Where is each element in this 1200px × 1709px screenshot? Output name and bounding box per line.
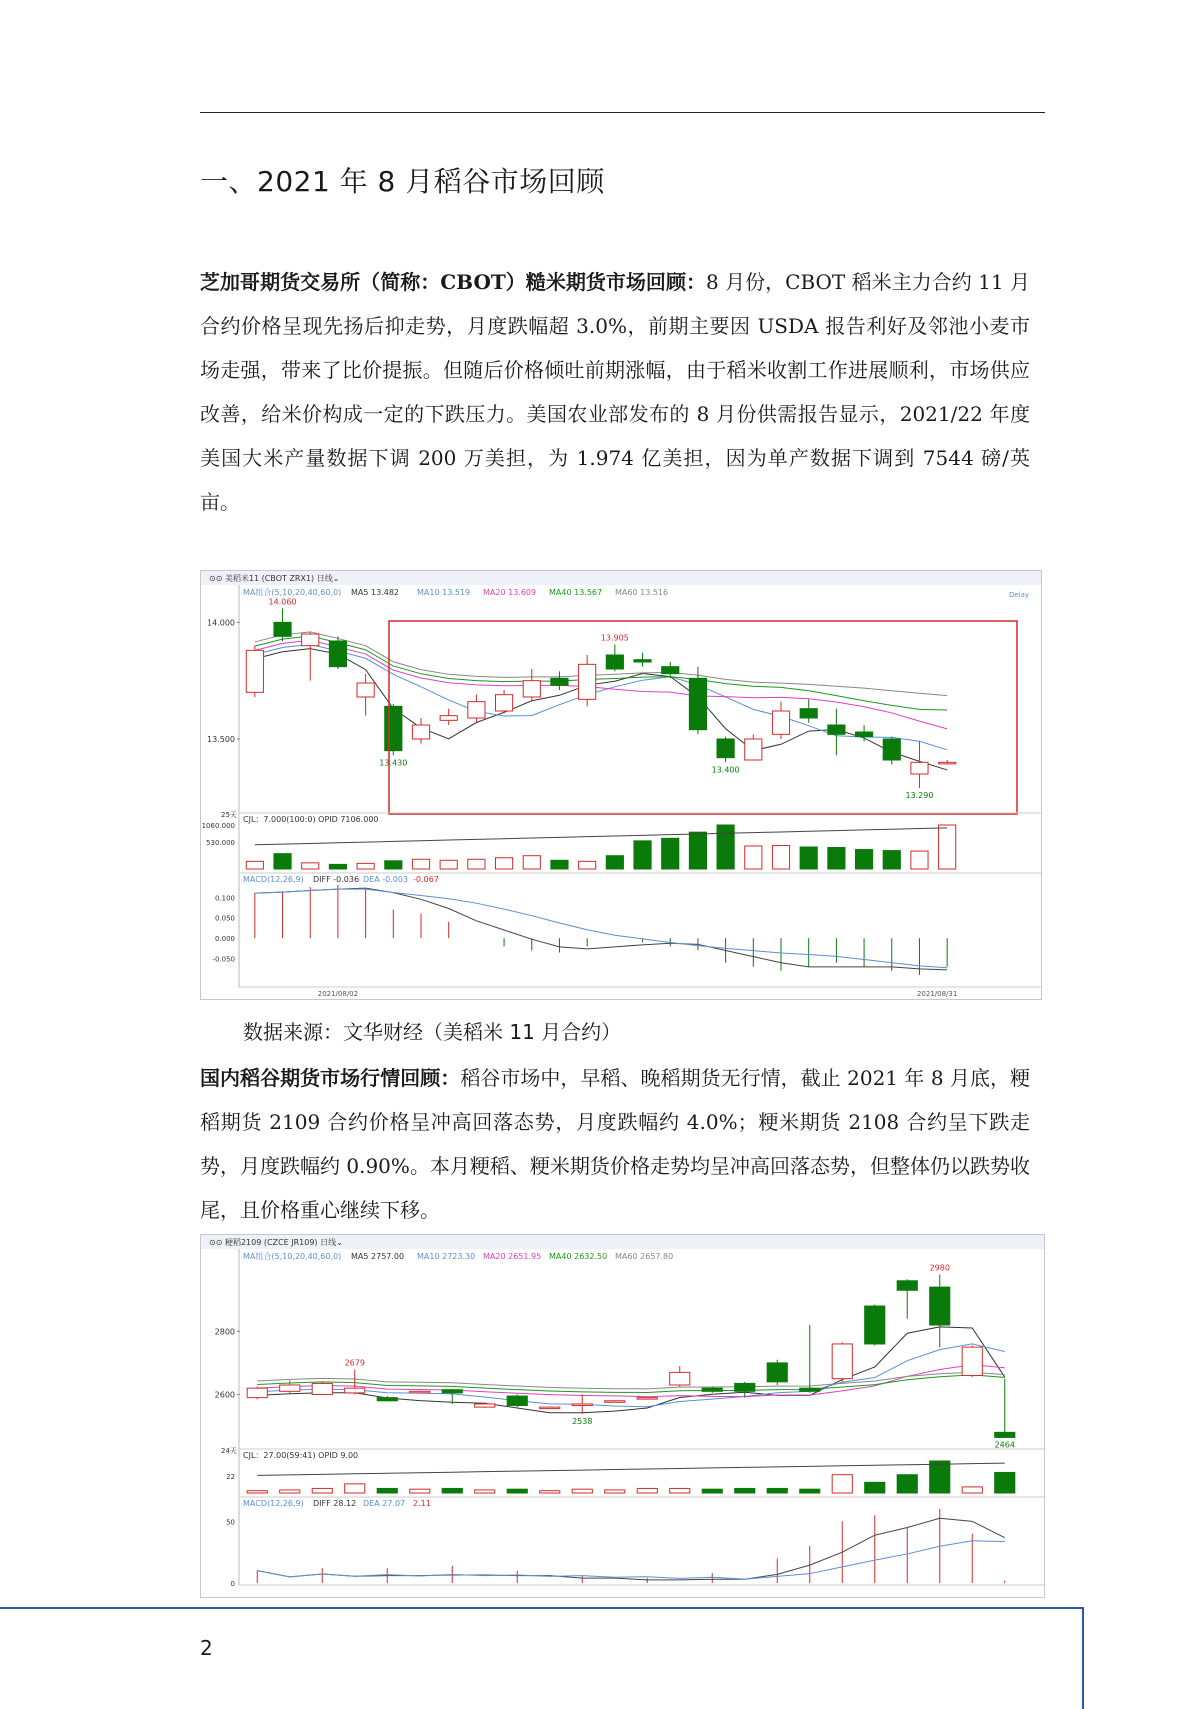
candle-body xyxy=(312,1383,332,1394)
candle-body xyxy=(475,1404,495,1407)
candle-body xyxy=(855,732,872,737)
macd-dea-line xyxy=(257,1541,1005,1579)
macd-legend-item: DIFF -0.036 xyxy=(313,875,360,884)
ma-line xyxy=(255,633,947,710)
candle-body xyxy=(865,1306,885,1344)
price-annotation: 14.060 xyxy=(268,597,297,607)
volume-bar xyxy=(689,832,706,869)
volume-bar xyxy=(551,860,568,869)
ma-legend-item: MA60 13.516 xyxy=(615,588,669,597)
candle-body xyxy=(345,1388,365,1393)
ma-legend-item: MA10 2723.30 xyxy=(417,1252,476,1261)
volume-bar xyxy=(312,1488,332,1493)
domestic-review-lead: 国内稻谷期货市场行情回顾： xyxy=(200,1066,461,1090)
volume-bar xyxy=(883,851,900,869)
data-source-caption: 数据来源：文华财经（美稻米 11 月合约） xyxy=(243,1020,622,1044)
volume-bar xyxy=(495,858,512,869)
volume-tick-label: 1060.000 xyxy=(201,822,235,830)
delay-label: Delay xyxy=(1009,591,1030,599)
domestic-review-body: 稻谷市场中，早稻、晚稻期货无行情，截止 2021 年 8 月底，粳稻期货 2109 合约价格呈冲高回落态势，月度跌幅约 4.0%；粳米期货 2108 合约呈下跌走势，月度跌幅约 0.90%。本月粳稻、粳米期货价格走势均呈冲高回落态势，但整体仍以跌势收尾，且价格重心继续下移。 xyxy=(200,1066,1030,1222)
ma-line xyxy=(255,649,947,770)
candle-body xyxy=(634,660,651,662)
candle-body xyxy=(637,1398,657,1400)
x-tick-label: 2021/08/02 xyxy=(317,990,359,998)
volume-legend: CJL：27.00(59:41) OPID 9.00 xyxy=(243,1451,359,1460)
candle-body xyxy=(468,702,485,718)
candle-body xyxy=(385,706,402,750)
candle-body xyxy=(767,1363,787,1382)
macd-tick-label: 0.100 xyxy=(214,894,235,903)
cbot-review-body: 8 月份，CBOT 稻米主力合约 11 月合约价格呈现先扬后抑走势，月度跌幅超 3.0%，前期主要因 USDA 报告利好及邻池小麦市场走强，带来了比价提振。但随后价格倾吐前期涨幅，由于稻米收割工作进展顺利，市场供应改善，给米价构成一定的下跌压力。美国农业部发布的 8 月份供需报告显示，2021/22 年度美国大米产量数据下调 200 万美担，为 1.974 亿美担，因为单产数据下调到 7544 磅/英亩。 xyxy=(200,270,1030,514)
volume-bar xyxy=(637,1488,657,1493)
candle-body xyxy=(280,1385,300,1391)
volume-bar xyxy=(302,863,319,869)
volume-bar xyxy=(468,859,485,869)
candle-body xyxy=(745,739,762,760)
volume-bar xyxy=(800,847,817,869)
macd-tick-label: 0.000 xyxy=(214,935,235,944)
ma-line xyxy=(257,1344,1005,1407)
candle-body xyxy=(442,1390,462,1393)
volume-bar xyxy=(767,1488,787,1493)
macd-legend-item: -0.067 xyxy=(413,875,439,884)
volume-bar xyxy=(939,825,956,869)
candle-body xyxy=(670,1372,690,1385)
candle-body xyxy=(377,1398,397,1401)
ma-legend-item: MA20 2651.95 xyxy=(483,1252,542,1261)
volume-bar xyxy=(440,860,457,869)
volume-bar xyxy=(800,1489,820,1493)
ma-legend-item: MA5 13.482 xyxy=(351,588,399,597)
price-annotation: 2980 xyxy=(929,1263,950,1273)
volume-bar xyxy=(995,1472,1015,1493)
rice-futures-chart xyxy=(200,570,1042,1000)
volume-bar xyxy=(670,1488,690,1493)
ma-legend: MA组合(5,10,20,40,60,0) xyxy=(243,588,342,597)
candle-body xyxy=(440,716,457,721)
ma-legend-item: MA20 13.609 xyxy=(483,588,537,597)
candle-body xyxy=(606,655,623,669)
volume-bar xyxy=(605,1490,625,1493)
volume-bar xyxy=(442,1488,462,1493)
footer-frame xyxy=(0,1607,1084,1709)
y-tick-label: 14.000 xyxy=(207,618,235,628)
candle-body xyxy=(579,664,596,699)
header-rule xyxy=(200,112,1045,113)
candle-body xyxy=(605,1401,625,1403)
days-label: 25天 xyxy=(221,811,237,819)
volume-bar xyxy=(280,1490,300,1493)
y-tick-label: 2800 xyxy=(214,1327,235,1337)
ma-legend-item: MA10 13.519 xyxy=(417,588,471,597)
candle-body xyxy=(274,622,291,636)
candle-body xyxy=(735,1383,755,1391)
volume-bar xyxy=(385,861,402,869)
cbot-review-lead: 芝加哥期货交易所（简称：CBOT）糙米期货市场回顾： xyxy=(200,270,706,294)
volume-bar xyxy=(274,854,291,869)
volume-bar xyxy=(717,825,734,869)
ma-legend-item: MA60 2657.80 xyxy=(615,1252,674,1261)
candle-body xyxy=(939,762,956,764)
volume-bar xyxy=(247,1491,267,1493)
candle-body xyxy=(930,1287,950,1325)
page-number: 2 xyxy=(200,1636,213,1660)
price-annotation: 13.905 xyxy=(600,633,629,643)
domestic-review-paragraph xyxy=(200,1056,1030,1232)
macd-tick-label: 0 xyxy=(230,1580,235,1588)
volume-tick-label: 22 xyxy=(226,1473,235,1482)
candle-body xyxy=(410,1391,430,1393)
candle-body xyxy=(357,683,374,697)
volume-bar xyxy=(865,1482,885,1493)
macd-tick-label: -0.050 xyxy=(212,955,235,964)
candle-body xyxy=(897,1281,917,1290)
japonica-futures-chart xyxy=(200,1234,1045,1598)
macd-legend-item: DIFF 28.12 xyxy=(313,1499,357,1508)
y-tick-label: 13.500 xyxy=(207,735,235,744)
candle-body xyxy=(246,650,263,692)
macd-legend-item: DEA 27.07 xyxy=(363,1499,406,1508)
candle-body xyxy=(662,667,679,674)
candle-body xyxy=(911,762,928,774)
volume-tick-label: 530.000 xyxy=(206,838,235,847)
candle-body xyxy=(828,725,845,734)
candle-body xyxy=(995,1432,1015,1437)
volume-bar xyxy=(377,1488,397,1493)
price-annotation: 2538 xyxy=(572,1417,593,1427)
volume-bar xyxy=(897,1475,917,1493)
volume-bar xyxy=(475,1490,495,1493)
candle-body xyxy=(717,739,734,758)
candle-body xyxy=(329,641,346,667)
volume-bar xyxy=(507,1489,527,1493)
candle-body xyxy=(962,1347,982,1375)
candle-body xyxy=(523,681,540,697)
x-tick-label: 2021/08/31 xyxy=(916,990,958,998)
candle-body xyxy=(551,678,568,685)
ma-legend: MA组合(5,10,20,40,60,0) xyxy=(243,1252,342,1261)
volume-bar xyxy=(832,1475,852,1493)
ma-line xyxy=(257,1327,1005,1413)
volume-bar xyxy=(572,1489,592,1493)
candle-body xyxy=(883,739,900,760)
volume-bar xyxy=(855,850,872,869)
chart-symbol: ⊙⊙ 粳稻2109 (CZCE JR109) 日线⌄ xyxy=(209,1238,343,1247)
price-annotation: 2679 xyxy=(344,1358,365,1368)
volume-bar xyxy=(634,841,651,869)
ma-legend-item: MA40 13.567 xyxy=(549,588,603,597)
macd-diff-line xyxy=(257,1518,1005,1580)
open-interest-line xyxy=(255,828,947,845)
volume-bar xyxy=(412,859,429,869)
candle-body xyxy=(302,634,319,646)
volume-bar xyxy=(329,864,346,869)
ma-legend-item: MA5 2757.00 xyxy=(351,1252,405,1261)
chart-symbol: ⊙⊙ 美稻米11 (CBOT ZRX1) 日线⌄ xyxy=(209,574,340,583)
candle-body xyxy=(832,1344,852,1379)
volume-bar xyxy=(410,1489,430,1493)
volume-bar xyxy=(540,1491,560,1493)
volume-bar xyxy=(357,863,374,869)
volume-bar xyxy=(523,856,540,869)
candle-body xyxy=(247,1388,267,1397)
volume-bar xyxy=(579,861,596,869)
volume-bar xyxy=(745,846,762,869)
candle-body xyxy=(689,678,706,729)
candle-body xyxy=(800,1388,820,1391)
candle-body xyxy=(540,1407,560,1409)
macd-legend-item: 2.11 xyxy=(413,1499,431,1508)
macd-tick-label: 0.050 xyxy=(214,914,235,923)
macd-tick-label: 50 xyxy=(226,1518,235,1527)
volume-bar xyxy=(246,861,263,869)
section-heading: 一、2021 年 8 月稻谷市场回顾 xyxy=(200,165,605,198)
volume-bar xyxy=(606,856,623,869)
ma-line xyxy=(257,1375,1005,1393)
volume-bar xyxy=(962,1487,982,1493)
price-annotation: 13.430 xyxy=(379,758,408,768)
volume-bar xyxy=(828,848,845,869)
cbot-review-paragraph xyxy=(200,260,1030,524)
y-tick-label: 2600 xyxy=(214,1390,235,1400)
candle-body xyxy=(702,1388,722,1391)
price-annotation: 13.400 xyxy=(711,765,740,775)
volume-bar xyxy=(735,1488,755,1493)
volume-bar xyxy=(702,1489,722,1493)
macd-legend-item: DEA -0.003 xyxy=(363,875,409,884)
macd-dea-line xyxy=(255,889,947,968)
volume-bar xyxy=(772,845,789,869)
macd-legend: MACD(12,26,9) xyxy=(243,875,304,884)
macd-legend: MACD(12,26,9) xyxy=(243,1499,304,1508)
volume-bar xyxy=(662,838,679,869)
rice-futures-chart-svg xyxy=(201,571,1041,999)
days-label: 24天 xyxy=(221,1447,237,1455)
volume-legend: CJL：7.000(100:0) OPID 7106.000 xyxy=(243,815,379,824)
volume-bar xyxy=(911,851,928,869)
candle-body xyxy=(572,1404,592,1406)
ma-legend-item: MA40 2632.50 xyxy=(549,1252,608,1261)
open-interest-line xyxy=(257,1463,1005,1475)
price-annotation: 2464 xyxy=(994,1440,1015,1450)
candle-body xyxy=(495,695,512,711)
candle-body xyxy=(412,725,429,739)
price-annotation: 13.290 xyxy=(905,791,934,800)
candle-body xyxy=(800,709,817,718)
candle-body xyxy=(772,711,789,734)
japonica-futures-chart-svg xyxy=(201,1235,1044,1597)
candle-body xyxy=(507,1396,527,1405)
volume-bar xyxy=(345,1484,365,1493)
volume-bar xyxy=(930,1461,950,1493)
